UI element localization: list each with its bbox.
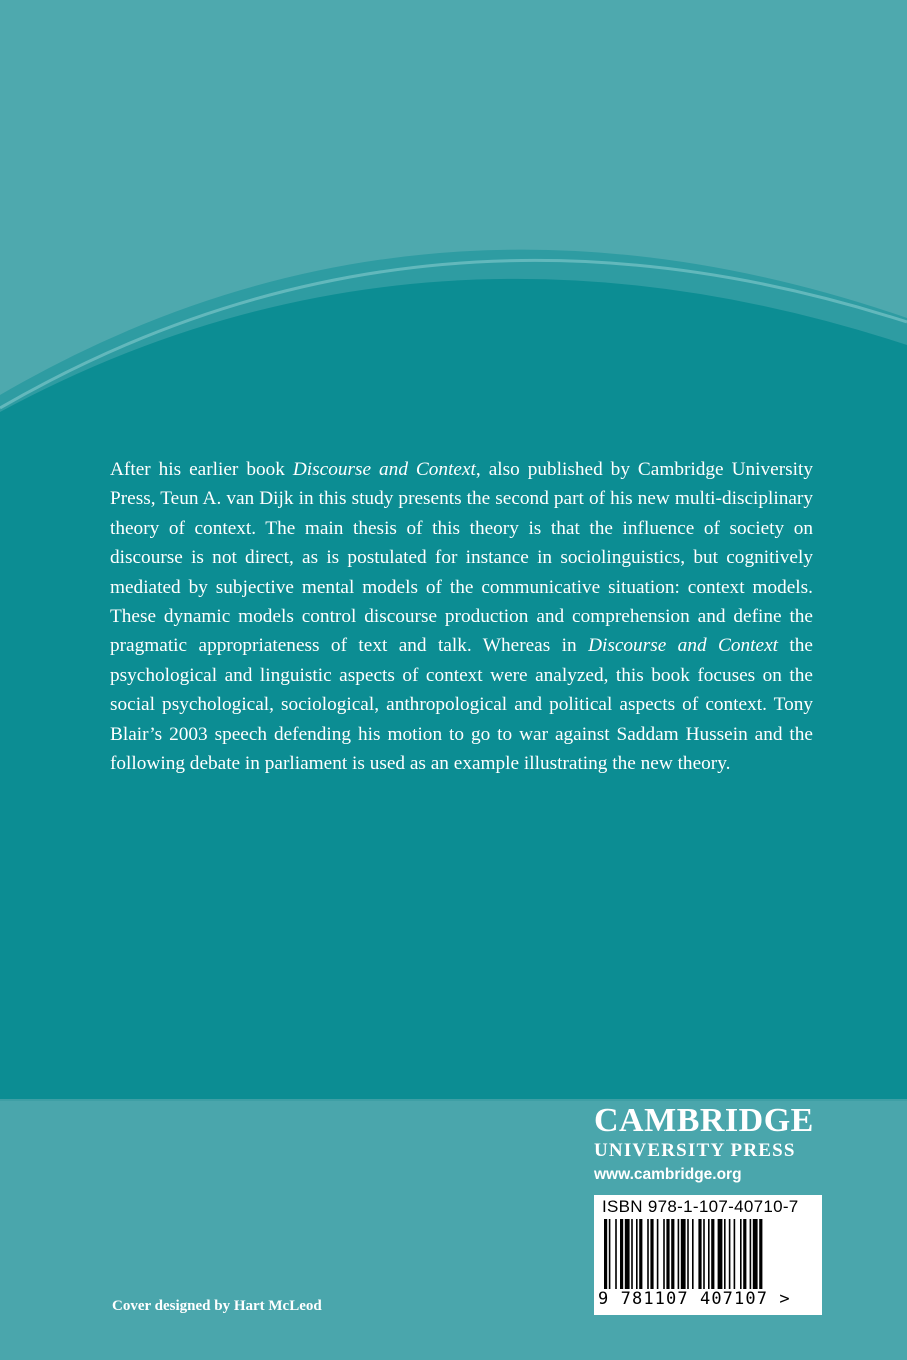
blurb-book-title-1: Discourse and Context <box>292 459 476 480</box>
publisher-subtitle: UNIVERSITY PRESS <box>594 1140 796 1161</box>
barcode-bars-icon <box>604 1219 812 1289</box>
blurb-text-1: After his earlier book <box>110 459 293 480</box>
blurb-text-3: the psychological and linguistic aspects of context were analyzed, this book focuses on the social psychological, sociological, anthropological and political aspects of context. Tony Blair’s 2003 speech defending his motion to go to war against Saddam Hussein and the following debate in parliament is used as an example illustrating the new theory. <box>110 635 813 775</box>
barcode-digits: 9 781107 407107 > <box>598 1289 791 1309</box>
back-cover-blurb <box>110 455 813 778</box>
blurb-text-2: , also published by Cambridge University Press, Teun A. van Dijk in this study presents the second part of his new multi-disciplinary theory of context. The main thesis of this theory is that the influence of society on discourse is not direct, as is postulated for instance in sociolinguistics, but cognitively mediated by subjective mental models of the communicative situation: context models. These dynamic models control discourse production and comprehension and define the pragmatic appropriateness of text and talk. Whereas in <box>110 459 813 657</box>
isbn-label: ISBN 978-1-107-40710-7 <box>602 1197 799 1216</box>
publisher-logo <box>594 1102 824 1186</box>
cover-credit: Cover designed by Hart McLeod <box>112 1298 322 1314</box>
publisher-name: CAMBRIDGE <box>594 1102 814 1139</box>
blurb-book-title-2: Discourse and Context <box>588 635 778 657</box>
publisher-url: www.cambridge.org <box>594 1166 742 1183</box>
isbn-barcode <box>594 1195 822 1315</box>
footer-divider <box>0 1099 907 1101</box>
